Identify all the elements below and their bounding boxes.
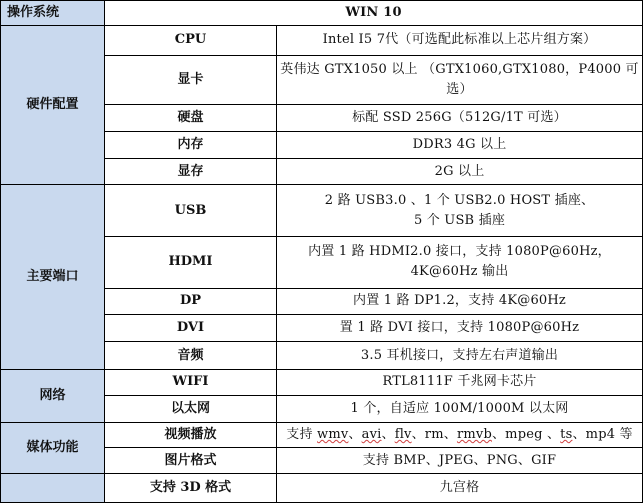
value-wifi: RTL8111F 千兆网卡芯片: [277, 369, 643, 395]
item-disk: 硬盘: [105, 105, 277, 132]
value-video-format: avi: [361, 426, 382, 442]
value-video-format: rmvb: [456, 426, 492, 442]
value-disk: 标配 SSD 256G（512G/1T 可选）: [277, 105, 643, 132]
item-audio: 音频: [105, 342, 277, 370]
item-wifi: WIFI: [105, 369, 277, 395]
item-3d: 支持 3D 格式: [105, 474, 277, 503]
value-video-text: 、: [381, 426, 395, 442]
table-row: [1, 185, 643, 237]
item-ethernet: 以太网: [105, 395, 277, 422]
value-gpu: 英伟达 GTX1050 以上 （GTX1060,GTX1080，P4000 可选）: [277, 55, 643, 104]
item-dvi: DVI: [105, 315, 277, 342]
value-video-text: 、mp4 等: [572, 426, 633, 442]
item-memory: 内存: [105, 131, 277, 158]
value-ethernet: 1 个，自适应 100M/1000M 以太网: [277, 395, 643, 422]
value-usb: [277, 185, 643, 237]
table-row: [1, 474, 643, 503]
value-image: 支持 BMP、JPEG、PNG、GIF: [277, 448, 643, 474]
value-3d: 九宫格: [277, 474, 643, 503]
category-3d-empty: [1, 474, 105, 503]
value-video-text: 、rm、: [411, 426, 457, 442]
table-row: [1, 25, 643, 55]
os-row: [1, 1, 643, 26]
value-usb-line2: 5 个 USB 插座: [413, 212, 506, 228]
item-cpu: CPU: [105, 25, 277, 55]
value-dp: 内置 1 路 DP1.2，支持 4K@60Hz: [277, 288, 643, 315]
item-usb: USB: [105, 185, 277, 237]
value-video-text: 支持: [286, 426, 318, 442]
table-row: [1, 422, 643, 448]
value-video-format: ts: [560, 426, 573, 442]
value-hdmi: 内置 1 路 HDMI2.0 接口，支持 1080P@60Hz，4K@60Hz 输出: [277, 237, 643, 289]
category-hardware: 硬件配置: [1, 25, 105, 185]
value-video-text: 、: [348, 426, 362, 442]
item-gpu: 显卡: [105, 55, 277, 104]
value-audio: 3.5 耳机接口，支持左右声道输出: [277, 342, 643, 370]
value-video-format: flv: [394, 426, 412, 442]
category-ports: 主要端口: [1, 185, 105, 369]
value-usb-line1: 2 路 USB3.0 、1 个 USB2.0 HOST 插座、: [324, 192, 595, 208]
os-label: 操作系统: [1, 1, 105, 26]
category-media: 媒体功能: [1, 422, 105, 474]
value-dvi: 置 1 路 DVI 接口，支持 1080P@60Hz: [277, 315, 643, 342]
item-hdmi: HDMI: [105, 237, 277, 289]
os-value: WIN 10: [105, 1, 643, 26]
item-image: 图片格式: [105, 448, 277, 474]
value-video-format: wmv: [317, 426, 349, 442]
item-video: 视频播放: [105, 422, 277, 448]
table-row: [1, 369, 643, 395]
value-video-text: 、mpeg 、: [491, 426, 561, 442]
value-cpu: Intel I5 7代（可选配此标准以上芯片组方案）: [277, 25, 643, 55]
category-network: 网络: [1, 369, 105, 422]
value-vram: 2G 以上: [277, 158, 643, 185]
value-video: [277, 422, 643, 448]
item-vram: 显存: [105, 158, 277, 185]
value-memory: DDR3 4G 以上: [277, 131, 643, 158]
item-dp: DP: [105, 288, 277, 315]
